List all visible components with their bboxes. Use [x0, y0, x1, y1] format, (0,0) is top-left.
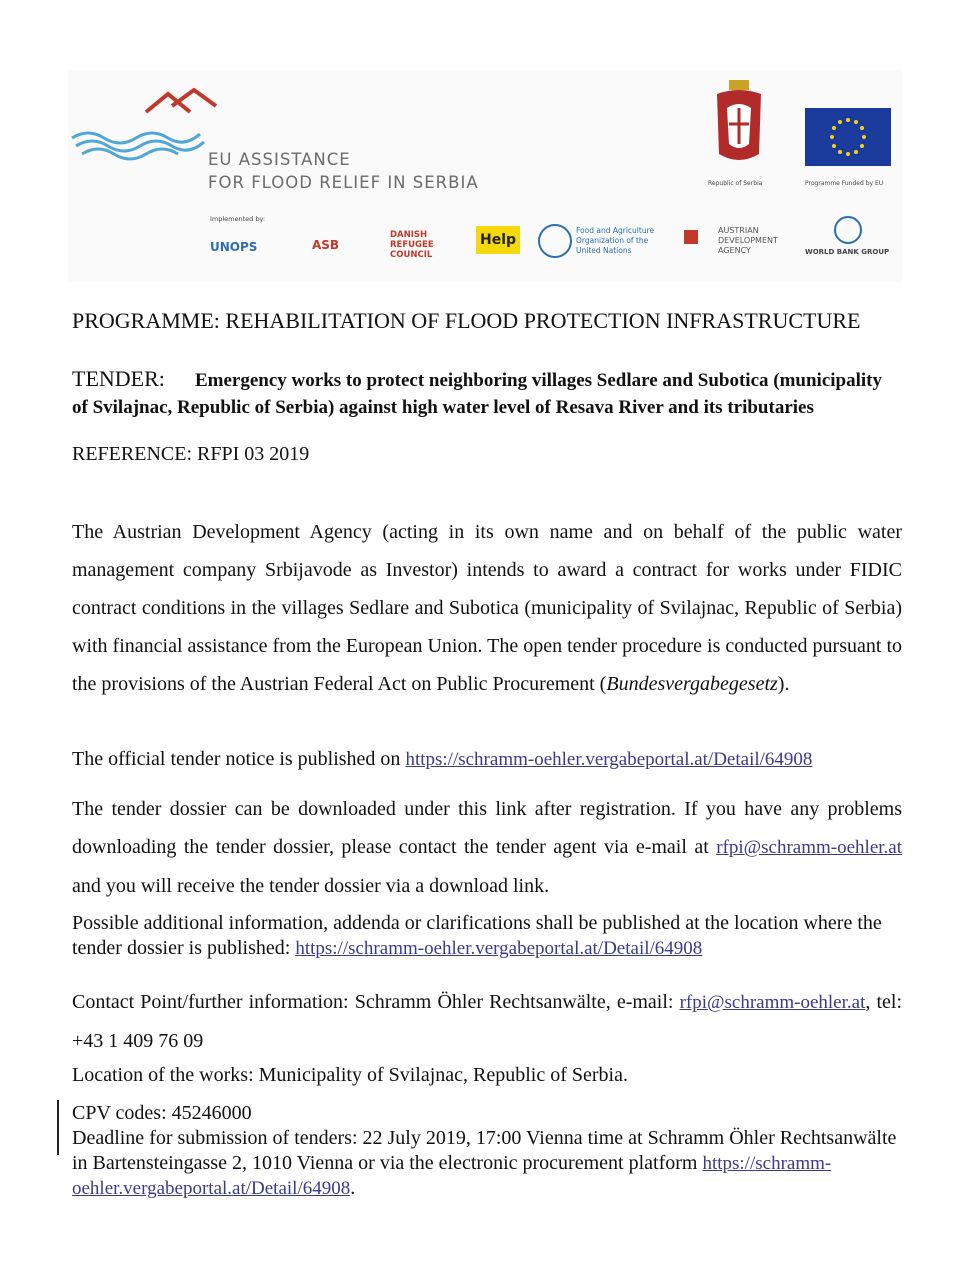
- contact-paragraph: [72, 983, 902, 1060]
- dossier-text-end: and you will receive the tender dossier via a download link.: [72, 875, 550, 897]
- cpv-line: CPV codes: 45246000: [72, 1102, 252, 1124]
- contact-text: Contact Point/further information: Schramm Öhler Rechtsanwälte, e-mail:: [72, 991, 680, 1013]
- eu-flag-icon: [805, 108, 891, 166]
- partner-fao: Food and Agriculture Organization of the United Nations: [576, 226, 655, 255]
- partner-unops: UNOPS: [210, 240, 258, 254]
- flood-relief-logo: [68, 88, 218, 168]
- deadline-paragraph: [72, 1126, 902, 1201]
- dossier-email-link[interactable]: rfpi@schramm-oehler.at: [716, 837, 902, 858]
- partner-help: Help: [476, 226, 520, 254]
- partner-ada: AUSTRIAN DEVELOPMENT AGENCY: [718, 226, 778, 255]
- addenda-text: Possible additional information, addenda or clarifications shall be published at the location where the tender dossier is published:: [72, 912, 882, 959]
- tender-title: Emergency works to protect neighboring villages Sedlare and Subotica (municipality of Svilajnac, Republic of Serbia) against high water level of Resava River and its tributaries: [72, 370, 882, 418]
- intro-close: ).: [777, 673, 790, 695]
- partner-drc: DANISH REFUGEE COUNCIL: [390, 230, 434, 260]
- contact-phone: , tel: +43 1 409 76 09: [72, 991, 903, 1052]
- implemented-by-label: Implemented by:: [210, 215, 266, 223]
- tender-heading: [72, 366, 902, 420]
- world-bank-globe-icon: [834, 216, 862, 244]
- partner-world-bank: WORLD BANK GROUP: [805, 248, 890, 256]
- ada-flag-icon: [684, 230, 698, 244]
- notice-paragraph: [72, 747, 902, 772]
- notice-text: The official tender notice is published on: [72, 748, 406, 770]
- intro-paragraph: [72, 513, 902, 703]
- addenda-link[interactable]: https://schramm-oehler.vergabeportal.at/Detail/64908: [295, 938, 703, 959]
- deadline-link[interactable]: https://schramm-oehler.vergabeportal.at/Detail/64908: [72, 1153, 832, 1199]
- dossier-text: The tender dossier can be downloaded under this link after registration. If you have any problems downloading the tender dossier, please contact the tender agent via e-mail at: [72, 798, 902, 858]
- deadline-text: Deadline for submission of tenders: 22 July 2019, 17:00 Vienna time at Schramm Öhler Rechtsanwälte in Bartensteingasse 2, 1010 Vienna or via the electronic procurement platform: [72, 1127, 897, 1174]
- tender-label: TENDER:: [72, 366, 165, 391]
- reference-line: REFERENCE: RFPI 03 2019: [72, 443, 310, 465]
- location-line: Location of the works: Municipality of Svilajnac, Republic of Serbia.: [72, 1064, 628, 1086]
- addenda-paragraph: [72, 911, 902, 961]
- text-cursor: [57, 1100, 59, 1155]
- programme-heading: PROGRAMME: REHABILITATION OF FLOOD PROTECTION INFRASTRUCTURE: [72, 308, 861, 333]
- logo-title-line1: EU ASSISTANCE: [208, 150, 351, 169]
- intro-text: The Austrian Development Agency (acting in its own name and on behalf of the public water management company Srbijavode as Investor) intends to award a contract for works under FIDIC contract conditions in the villages Sedlare and Subotica (municipality of Svilajnac, Republic of Serbia) with financial assistance from the European Union. The open tender procedure is conducted pursuant to the provisions of the Austrian Federal Act on Public Procurement (: [72, 521, 902, 695]
- logo-title-line2: FOR FLOOD RELIEF IN SERBIA: [208, 173, 479, 192]
- programme-logo-title: [208, 148, 479, 194]
- intro-italic-act: Bundesvergabegesetz: [606, 673, 778, 695]
- dossier-paragraph: [72, 790, 902, 905]
- serbia-caption: Republic of Serbia: [708, 180, 763, 187]
- notice-link[interactable]: https://schramm-oehler.vergabeportal.at/Detail/64908: [405, 749, 813, 770]
- header-banner: [68, 70, 902, 282]
- fao-emblem-icon: [538, 224, 572, 258]
- partner-asb: ASB: [312, 238, 340, 252]
- deadline-end: .: [350, 1177, 356, 1199]
- contact-email-link[interactable]: rfpi@schramm-oehler.at: [679, 992, 866, 1013]
- serbia-coat-of-arms-icon: [711, 78, 767, 168]
- eu-caption: Programme Funded by EU: [805, 180, 884, 187]
